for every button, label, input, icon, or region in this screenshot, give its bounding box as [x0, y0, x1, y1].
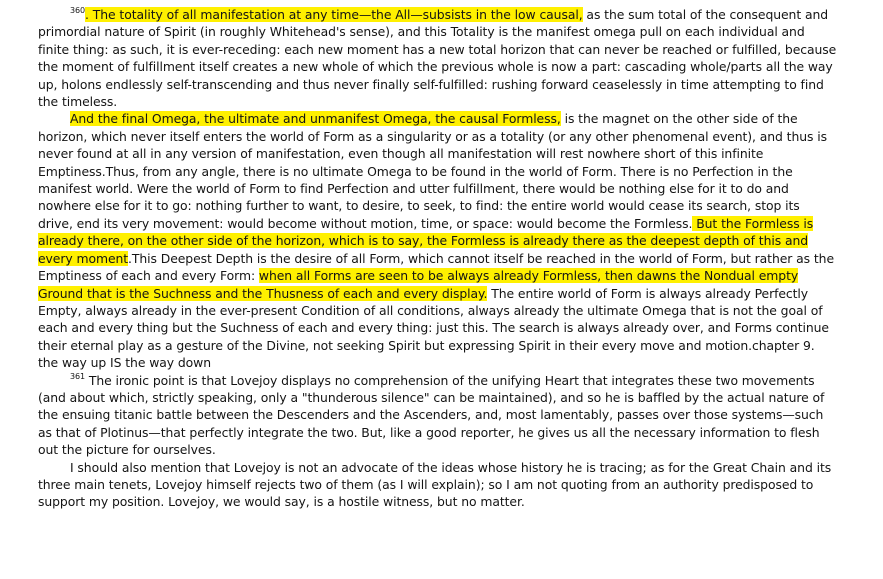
body-text: as the sum total of the consequent and primordial nature of Spirit (in roughly Whitehead's sense), and this Totality is the manifest omega pull on each individual and finite thing: as such, it is ever-receding: each new moment has a new total horizon that can never be reached or fulfilled, because the moment of fulfillment itself creates a new whole of which the previous whole is now a part: cascading whole/parts all the way up, holons endlessly self-transcending and thus never finally self-fulfilled: rushing forward ceaselessly in time attempting to find the timeless. [38, 7, 837, 110]
footnote-361-paragraph [38, 372, 838, 459]
highlighted-text: . The totality of all manifestation at any time—the All—subsists in the low causal, [85, 7, 583, 22]
footnote-number: 360 [70, 6, 86, 15]
body-text: The entire world of Form is always already Perfectly Empty, always already in the ever-present Condition of all conditions, always already the ultimate Omega that is not the goal of each and every thing but the Suchness of each and every thing: just this. The search is always already over, and Forms continue their eternal play as a gesture of the Divine, not seeking Spirit but expressing Spirit in their every move and motion.chapter 9. the way up IS the way down [38, 285, 829, 371]
body-text: is the magnet on the other side of the horizon, which never itself enters the world of Form as a singularity or as a totality (or any other phenomenal event), and thus is never found at all in any version of manifestation, even though all manifestation will rest nowhere short of this infinite Emptiness.Thus, from any angle, there is no ultimate Omega to be found in the world of Form. There is no Perfection in the manifest world. Were the world of Form to find Perfection and utter fulfillment, there would be nothing else for it to do and nowhere else for it to go: nothing further to want, to desire, to seek, to find: the entire world would cease its search, stop its drive, end its very movement: would become without motion, time, or space: would become the Formless. [38, 111, 827, 231]
footnote-360-paragraph [38, 6, 838, 110]
lovejoy-paragraph [38, 459, 838, 511]
omega-paragraph [38, 110, 838, 371]
highlighted-text: And the final Omega, the ultimate and unmanifest Omega, the causal Formless, [70, 111, 561, 127]
highlighted-text: when all Forms are seen to be always already Formless, then dawns the Nondual empty Ground that is the Suchness and the Thusness of each and every display. [38, 268, 799, 301]
body-text: The ironic point is that Lovejoy displays no comprehension of the unifying Heart that integrates these two movements (and about which, strictly speaking, only a "thunderous silence" can be maintained), and so he is baffled by the actual nature of the ensuing titanic battle between the Descenders and the Ascenders, and, most lamentably, passes over those systems—such as that of Plotinus—that perfectly integrate the two. But, like a good reporter, he gives us all the necessary information to flesh out the picture for ourselves. [38, 372, 825, 458]
body-text: I should also mention that Lovejoy is not an advocate of the ideas whose history he is tracing; as for the Great Chain and its three main tenets, Lovejoy himself rejects two of them (as I will explain); so I am not quoting from an authority predisposed to support my position. Lovejoy, we would say, is a hostile witness, but no matter. [38, 459, 832, 510]
document-page [38, 6, 838, 511]
footnote-number: 361 [70, 371, 86, 381]
highlighted-text: But the Formless is already there, on the other side of the horizon, which is to say, the Formless is already there as the deepest depth of this and every moment [38, 215, 814, 266]
body-text: .This Deepest Depth is the desire of all Form, which cannot itself be reached in the world of Form, but rather as the Emptiness of each and every Form: [38, 250, 834, 284]
